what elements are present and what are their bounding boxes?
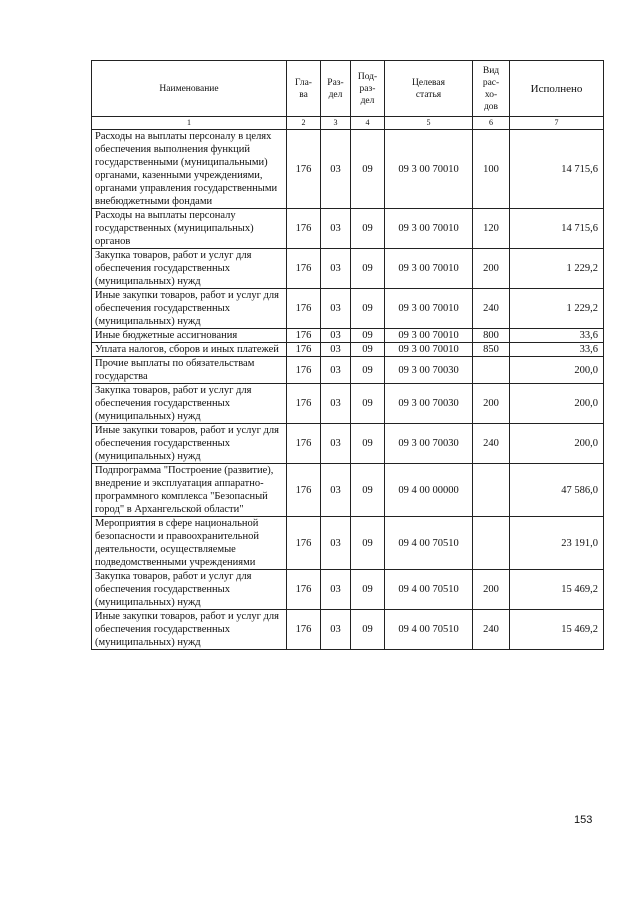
row-target: 09 3 00 70030 <box>385 384 473 424</box>
row-section: 03 <box>321 289 351 329</box>
row-executed: 1 229,2 <box>510 289 604 329</box>
row-name: Иные закупки товаров, работ и услуг для обеспечения государственных (муниципальных) нужд <box>92 610 287 650</box>
row-subsection: 09 <box>351 357 385 384</box>
row-executed: 1 229,2 <box>510 249 604 289</box>
table-row <box>92 464 604 517</box>
header-target: Целевая статья <box>385 61 473 117</box>
row-section: 03 <box>321 384 351 424</box>
row-name: Иные закупки товаров, работ и услуг для обеспечения государственных (муниципальных) нужд <box>92 289 287 329</box>
row-name: Закупка товаров, работ и услуг для обеспечения государственных (муниципальных) нужд <box>92 384 287 424</box>
row-expense-type: 240 <box>473 610 510 650</box>
row-executed: 14 715,6 <box>510 209 604 249</box>
header-executed: Исполнено <box>510 61 604 117</box>
header-section: Раз- дел <box>321 61 351 117</box>
row-chapter: 176 <box>287 424 321 464</box>
row-subsection: 09 <box>351 249 385 289</box>
table-row <box>92 343 604 357</box>
row-target: 09 3 00 70010 <box>385 289 473 329</box>
table-row <box>92 357 604 384</box>
row-expense-type: 800 <box>473 329 510 343</box>
row-expense-type <box>473 464 510 517</box>
row-expense-type <box>473 357 510 384</box>
row-chapter: 176 <box>287 384 321 424</box>
row-name: Подпрограмма "Построение (развитие), внедрение и эксплуатация аппаратно-программного комплекса "Безопасный город" в Архангельской области" <box>92 464 287 517</box>
column-number: 2 <box>287 117 321 130</box>
row-executed: 200,0 <box>510 357 604 384</box>
row-section: 03 <box>321 249 351 289</box>
row-chapter: 176 <box>287 130 321 209</box>
table-row <box>92 384 604 424</box>
row-subsection: 09 <box>351 209 385 249</box>
row-chapter: 176 <box>287 289 321 329</box>
row-subsection: 09 <box>351 464 385 517</box>
row-expense-type: 240 <box>473 424 510 464</box>
row-section: 03 <box>321 424 351 464</box>
row-target: 09 3 00 70010 <box>385 249 473 289</box>
row-executed: 200,0 <box>510 384 604 424</box>
row-chapter: 176 <box>287 570 321 610</box>
row-subsection: 09 <box>351 289 385 329</box>
row-expense-type: 200 <box>473 249 510 289</box>
row-section: 03 <box>321 610 351 650</box>
row-target: 09 3 00 70010 <box>385 343 473 357</box>
header-row <box>92 61 604 117</box>
row-expense-type: 200 <box>473 384 510 424</box>
column-number: 4 <box>351 117 385 130</box>
row-section: 03 <box>321 570 351 610</box>
table-row <box>92 610 604 650</box>
column-number: 3 <box>321 117 351 130</box>
row-subsection: 09 <box>351 610 385 650</box>
row-name: Уплата налогов, сборов и иных платежей <box>92 343 287 357</box>
row-chapter: 176 <box>287 249 321 289</box>
column-number: 6 <box>473 117 510 130</box>
header-chapter: Гла- ва <box>287 61 321 117</box>
row-name: Иные бюджетные ассигнования <box>92 329 287 343</box>
table-body <box>92 130 604 650</box>
row-name: Закупка товаров, работ и услуг для обеспечения государственных (муниципальных) нужд <box>92 249 287 289</box>
page-number: 153 <box>574 814 593 826</box>
row-subsection: 09 <box>351 517 385 570</box>
row-target: 09 4 00 00000 <box>385 464 473 517</box>
row-chapter: 176 <box>287 517 321 570</box>
row-executed: 15 469,2 <box>510 610 604 650</box>
row-expense-type: 240 <box>473 289 510 329</box>
table-row <box>92 289 604 329</box>
row-executed: 23 191,0 <box>510 517 604 570</box>
row-section: 03 <box>321 130 351 209</box>
row-target: 09 3 00 70030 <box>385 357 473 384</box>
row-name: Прочие выплаты по обязательствам государства <box>92 357 287 384</box>
row-expense-type: 120 <box>473 209 510 249</box>
row-executed: 14 715,6 <box>510 130 604 209</box>
row-name: Расходы на выплаты персоналу государственных (муниципальных) органов <box>92 209 287 249</box>
row-section: 03 <box>321 517 351 570</box>
row-expense-type: 100 <box>473 130 510 209</box>
row-target: 09 4 00 70510 <box>385 517 473 570</box>
row-name: Иные закупки товаров, работ и услуг для обеспечения государственных (муниципальных) нужд <box>92 424 287 464</box>
table-row <box>92 249 604 289</box>
budget-table <box>91 60 604 650</box>
row-target: 09 4 00 70510 <box>385 570 473 610</box>
row-chapter: 176 <box>287 464 321 517</box>
row-executed: 47 586,0 <box>510 464 604 517</box>
row-subsection: 09 <box>351 329 385 343</box>
table-row <box>92 570 604 610</box>
row-target: 09 3 00 70010 <box>385 130 473 209</box>
table-row <box>92 209 604 249</box>
row-section: 03 <box>321 329 351 343</box>
row-expense-type <box>473 517 510 570</box>
row-subsection: 09 <box>351 570 385 610</box>
row-expense-type: 850 <box>473 343 510 357</box>
column-numbers-row <box>92 117 604 130</box>
row-section: 03 <box>321 209 351 249</box>
header-name: Наименование <box>92 61 287 117</box>
table-row <box>92 130 604 209</box>
row-subsection: 09 <box>351 384 385 424</box>
row-expense-type: 200 <box>473 570 510 610</box>
column-number: 5 <box>385 117 473 130</box>
row-name: Расходы на выплаты персоналу в целях обеспечения выполнения функций государственными (муниципальными) органами, казенными учреждениями, органами управления государственными внебюджетными фондами <box>92 130 287 209</box>
row-subsection: 09 <box>351 343 385 357</box>
row-executed: 33,6 <box>510 329 604 343</box>
row-section: 03 <box>321 464 351 517</box>
row-section: 03 <box>321 357 351 384</box>
row-chapter: 176 <box>287 610 321 650</box>
row-target: 09 3 00 70010 <box>385 329 473 343</box>
row-name: Закупка товаров, работ и услуг для обеспечения государственных (муниципальных) нужд <box>92 570 287 610</box>
row-executed: 33,6 <box>510 343 604 357</box>
row-section: 03 <box>321 343 351 357</box>
row-name: Мероприятия в сфере национальной безопасности и правоохранительной деятельности, осуществляемые подведомственными учреждениями <box>92 517 287 570</box>
row-target: 09 4 00 70510 <box>385 610 473 650</box>
header-subsection: Под- раз- дел <box>351 61 385 117</box>
table-row <box>92 329 604 343</box>
header-expense-type: Вид рас- хо- дов <box>473 61 510 117</box>
row-target: 09 3 00 70010 <box>385 209 473 249</box>
row-executed: 200,0 <box>510 424 604 464</box>
row-subsection: 09 <box>351 424 385 464</box>
table-row <box>92 424 604 464</box>
row-chapter: 176 <box>287 209 321 249</box>
row-chapter: 176 <box>287 329 321 343</box>
row-chapter: 176 <box>287 343 321 357</box>
row-target: 09 3 00 70030 <box>385 424 473 464</box>
column-number: 1 <box>92 117 287 130</box>
row-chapter: 176 <box>287 357 321 384</box>
row-executed: 15 469,2 <box>510 570 604 610</box>
column-number: 7 <box>510 117 604 130</box>
row-subsection: 09 <box>351 130 385 209</box>
table-row <box>92 517 604 570</box>
